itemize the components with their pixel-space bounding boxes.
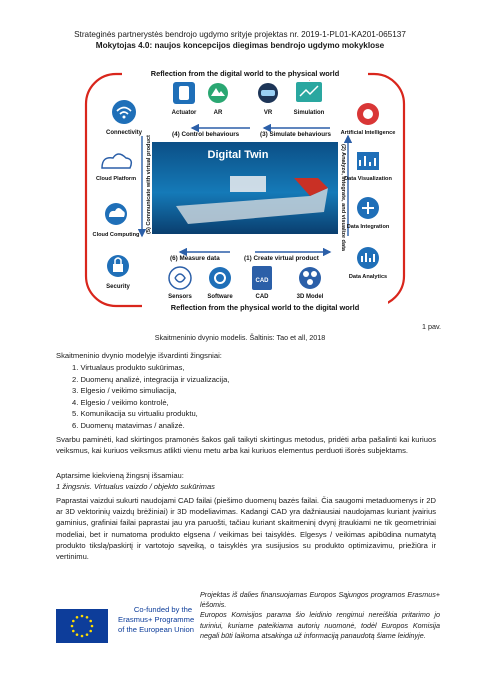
connectivity-node [106, 100, 143, 136]
list-item: 4. Elgesio / veikimo kontrolė, [72, 397, 169, 407]
svg-text:AR: AR [213, 110, 223, 116]
model-3d-node [297, 267, 324, 300]
sensors-node [168, 267, 192, 300]
actuator-node [172, 82, 197, 116]
figure-caption: Skaitmeninio dvynio modelis. Šaltinis: Tao et all, 2018 [154, 333, 326, 342]
cad-node [252, 266, 272, 300]
list-item: 1. Virtualaus produkto sukūrimas, [72, 363, 185, 372]
data-integration-node [347, 197, 390, 230]
header-project-number: Strateginės partnerystės bendrojo ugdymo srityje projektas nr. 2019-1-PL01-KA201-065137 [74, 30, 406, 39]
svg-text:3D Model: 3D Model [296, 294, 324, 300]
ar-node [208, 83, 228, 116]
svg-text:Data Analytics: Data Analytics [348, 274, 388, 280]
svg-text:VR: VR [263, 110, 273, 116]
svg-text:Security: Security [106, 284, 130, 290]
eu-flag-icon [56, 609, 108, 643]
digital-twin-figure [80, 56, 410, 324]
list-item: 5. Komunikacija su virtualiu produktu, [72, 409, 198, 418]
list-item: 2. Duomenų analizė, integracija ir vizualizacija, [72, 374, 230, 384]
ai-node [341, 103, 396, 136]
paragraph-step1: Paprastai vaizdui sukurti naudojami CAD failai (piešimo duomenų bazės failai. Čia saugomi metaduomenys ir 2D ar 3D vektorinių vaizdų brėžiniai) ir 3D modeliavimas. Kadangi CAD yra dažniausiai naudojamas kuriant įvairius gaminius, grafiniai failai paprastai jau yra paruošti, tačiau kuriant skaitmeninį dvynį įtraukiami ne tik geometriniai modeliai, bet ir numatoma produkto elgsena / veikimas bei taisyklės. Elgesys / veikimas apibūdina numatytą produkto tikslą/paskirtį ir vartotojo sąveiką, o taisyklės yra susijusios su produkto optimizavimu, priežiūra ir vertinimu. [56, 496, 436, 562]
step-heading: 1 žingsnis. Virtualus vaizdo / objekto sukūrimas [56, 482, 215, 491]
list-item: 3. Elgesio / veikimo simuliacija, [72, 386, 177, 395]
paragraph-discuss: Aptarsime kiekvieną žingsnį išsamiau: [56, 471, 184, 480]
top-banner: Reflection from the digital world to the physical world [150, 69, 340, 78]
svg-text:Cloud Platform: Cloud Platform [95, 176, 137, 182]
svg-text:Simulation: Simulation [293, 110, 325, 116]
eu-cofunded-text: Co-funded by the Erasmus+ Programme of the European Union [118, 605, 195, 635]
list-item: 6. Duomenų matavimas / analizė. [72, 420, 185, 430]
funding-disclaimer: Projektas iš dalies finansuojamas Europos Sąjungos programos Erasmus+ lėšomis. Europos Komisijos parama šio leidinio rengimui nereiškia pritarimo jo turiniui, kuriame pateikiama autorių nuomonė, todėl Europos Komisija negali būti laikoma atsakinga už informaciją panaudotą šiame leidinyje. [200, 590, 440, 640]
flow-analyze: (2) Analyze, Integrate, and visualize data [340, 144, 346, 252]
bottom-banner: Reflection from the physical world to the digital world [170, 303, 360, 312]
flow-create: (1) Create virtual product [244, 255, 319, 262]
header-project-title: Mokytojas 4.0: naujos koncepcijos diegimas bendrojo ugdymo mokyklose [95, 41, 385, 50]
figure-number: 1 pav. [422, 322, 442, 331]
steps-list [72, 362, 229, 431]
svg-text:CAD: CAD [255, 278, 269, 284]
data-visualization-node [344, 152, 392, 182]
data-analytics-node [349, 247, 387, 280]
flow-simulate: (3) Simulate behaviours [260, 131, 332, 138]
software-node [207, 267, 233, 300]
paragraph-industries: Svarbu paminėti, kad skirtingos pramonės šakos gali taikyti skirtingus metodus, pridėti arba pašalinti kai kuriuos veiksmus, kai kuriuos veiksmus atlikti vienu metu arba kai kuriuos elementus perduoti išorės subjektams. [56, 435, 436, 456]
vr-node [258, 83, 278, 116]
svg-text:Actuator: Actuator [171, 110, 197, 116]
flow-control: (4) Control behaviours [172, 131, 240, 138]
svg-text:Cloud Computing: Cloud Computing [92, 232, 140, 238]
simulation-node [294, 82, 325, 116]
erasmus-logo [56, 605, 196, 645]
cloud-platform-node [96, 154, 136, 182]
cloud-computing-node [93, 203, 140, 238]
svg-text:CAD: CAD [255, 294, 269, 300]
svg-text:Artificial Intelligence: Artificial Intelligence [340, 130, 396, 136]
intro-text: Skaitmeninio dvynio modelyje išvardinti žingsniai: [56, 351, 222, 360]
svg-text:Sensors: Sensors [168, 294, 192, 300]
flow-measure: (6) Measure data [170, 255, 220, 262]
flow-communicate: (5) Communicate with virtual product [146, 135, 152, 234]
digital-twin-title: Digital Twin [207, 149, 269, 161]
security-node [106, 255, 130, 290]
svg-text:Connectivity: Connectivity [105, 130, 143, 136]
svg-text:Software: Software [207, 294, 233, 300]
svg-text:Data Visualization: Data Visualization [344, 176, 392, 182]
svg-text:Data Integration: Data Integration [346, 224, 390, 230]
